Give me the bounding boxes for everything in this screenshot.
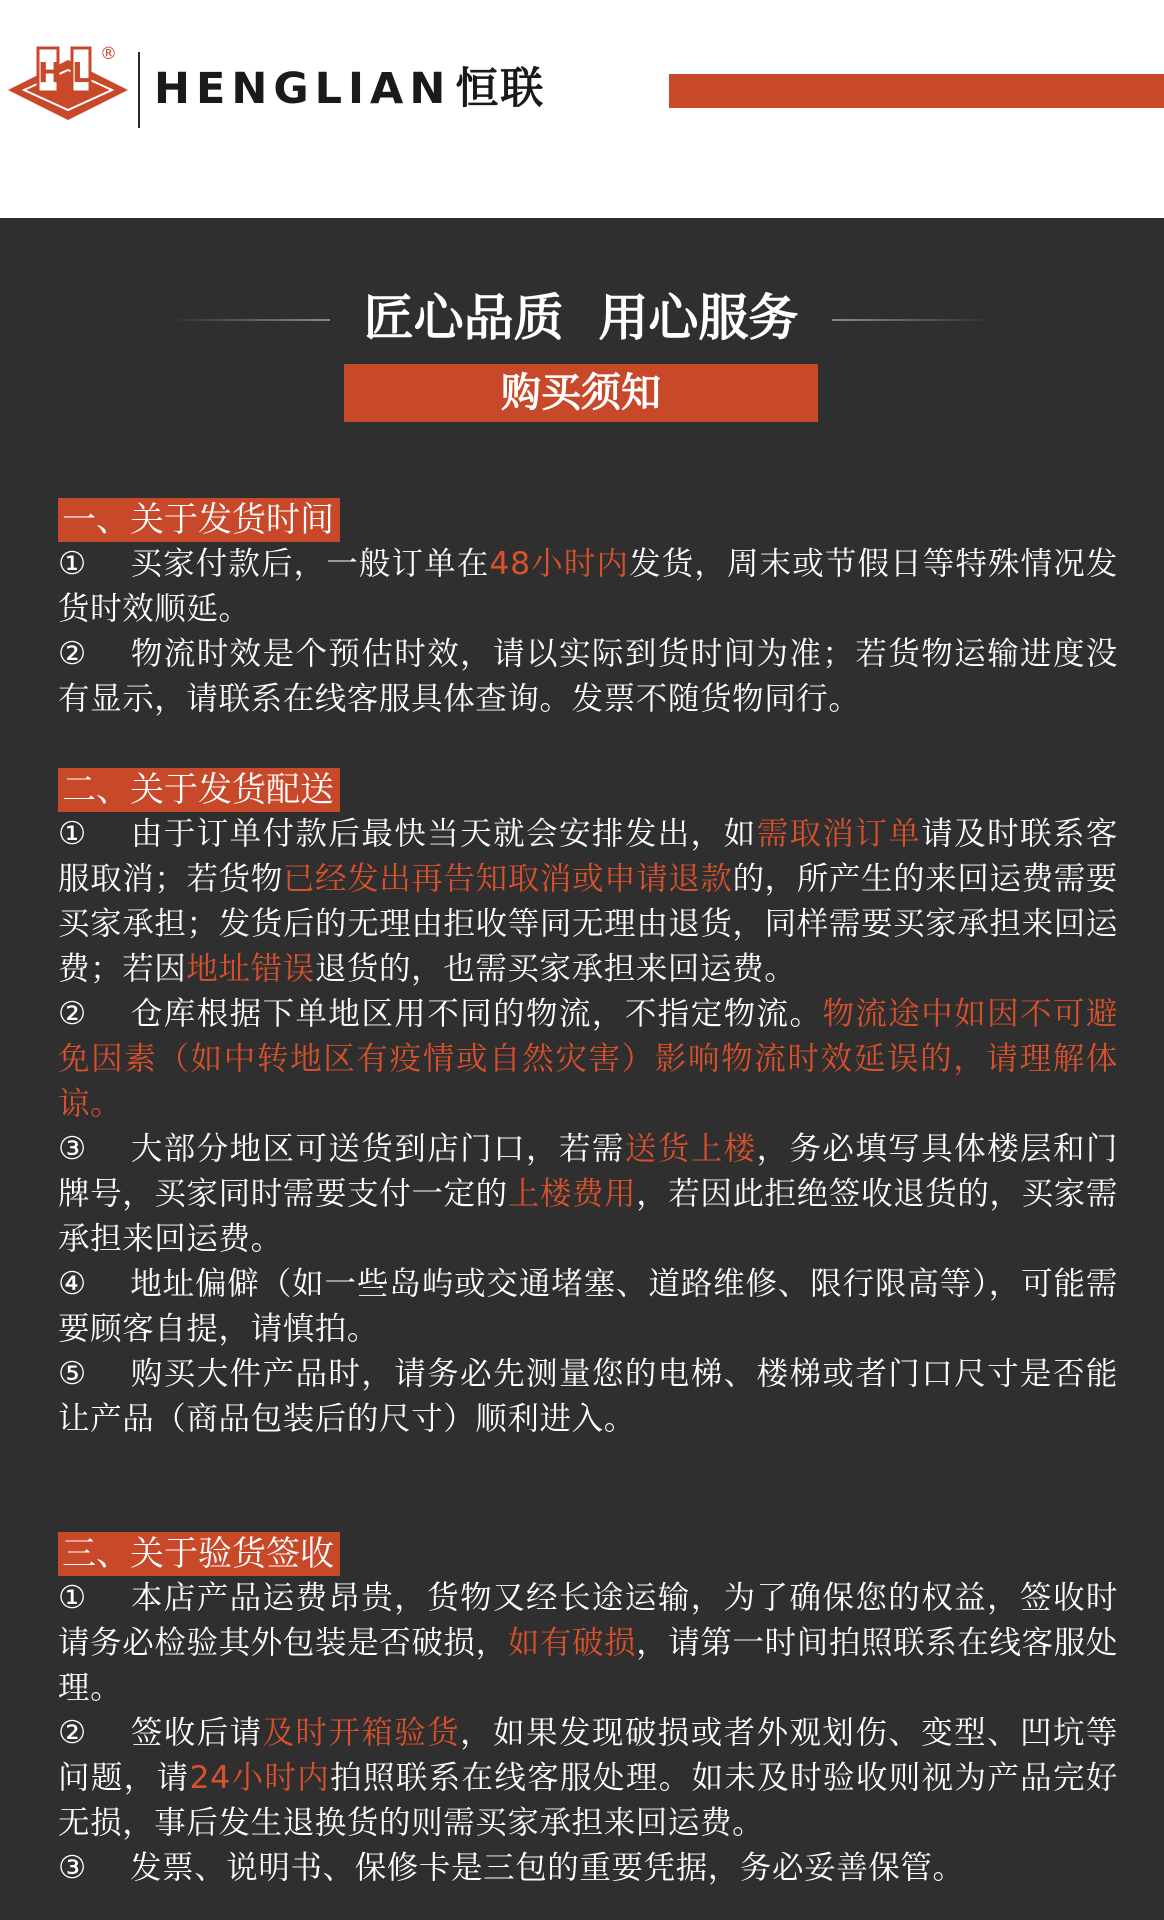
registered-mark: ®: [100, 44, 117, 64]
notice-item: [58, 1846, 1118, 1891]
slogan-title: 匠心品质 用心服务: [363, 289, 799, 347]
item-text: 仓库根据下单地区用不同的物流，不指定物流。: [130, 996, 823, 1032]
item-number: ⑤: [58, 1356, 87, 1392]
section-items: [58, 1576, 1118, 1891]
svg-text:H.L: H.L: [38, 56, 90, 89]
item-number: ①: [58, 546, 87, 582]
notice-item: [58, 992, 1118, 1127]
highlight-text: 已经发出再告知取消或申请退款: [282, 861, 733, 897]
item-text: 发票、说明书、保修卡是三包的重要凭据，务必妥善保管。: [130, 1850, 965, 1886]
brand-accent-bar: [669, 74, 1164, 108]
section-shipping-time: [58, 498, 1118, 722]
item-text: 退货的，也需买家承担来回运费。: [314, 951, 797, 987]
item-text: 的，所产生的来回运费需要买家承担；发货后的无理由拒收等同无理由退货，同样需要买家承担来回运费；若因: [58, 861, 1118, 987]
highlight-text: 送货上楼: [624, 1131, 757, 1167]
brand-name-cn: 恒联: [455, 64, 546, 114]
notice-item: [58, 542, 1118, 632]
item-text: 买家付款后，一般订单在: [130, 546, 490, 582]
item-number: ①: [58, 816, 87, 852]
section-items: [58, 812, 1118, 1442]
slogan-divider-right: [832, 319, 994, 321]
slogan-divider-left: [168, 319, 330, 321]
section-heading: 二、关于发货配送: [58, 768, 340, 812]
item-text: 大部分地区可送货到店门口，若需: [130, 1131, 625, 1167]
item-number: ③: [58, 1850, 87, 1886]
item-text: 购买大件产品时，请务必先测量您的电梯、楼梯或者门口尺寸是否能让产品（商品包装后的尺寸）顺利进入。: [58, 1356, 1118, 1437]
item-text: 拍照联系在线客服处理。如未及时验收则视为产品完好无损，事后发生退换货的则需买家承担来回运费。: [58, 1760, 1119, 1841]
item-text: 地址偏僻（如一些岛屿或交通堵塞、道路维修、限行限高等），可能需要顾客自提，请慎拍。: [58, 1266, 1118, 1347]
brand-name-en: HENGLIAN: [154, 64, 452, 114]
section-delivery: [58, 768, 1118, 1442]
notice-item: [58, 812, 1118, 992]
item-text: 请及时联系客服取消；若货物: [58, 816, 1118, 897]
item-text: ，务必填写具体楼层和门牌号，买家同时需要支付一定的: [58, 1131, 1118, 1212]
notice-badge: 购买须知: [344, 364, 818, 422]
purchase-notice-panel: [0, 218, 1164, 1920]
highlight-text: 48小时内: [489, 546, 630, 582]
section-inspection: [58, 1532, 1118, 1891]
item-number: ④: [58, 1266, 87, 1302]
item-number: ①: [58, 1580, 87, 1616]
highlight-text: 物流途中如因不可避免因素（如中转地区有疫情或自然灾害）影响物流时效延误的，请理解体谅。: [58, 996, 1119, 1122]
highlight-text: 及时开箱验货: [262, 1715, 461, 1751]
highlight-text: 如有破损: [507, 1625, 637, 1661]
section-heading: 一、关于发货时间: [58, 498, 340, 542]
notice-item: [58, 632, 1118, 722]
item-text: 本店产品运费昂贵，货物又经长途运输，为了确保您的权益，签收时请务必检验其外包装是否破损，: [58, 1580, 1118, 1661]
highlight-text: 需取消订单: [756, 816, 922, 852]
item-text: 签收后请: [130, 1715, 263, 1751]
section-items: [58, 542, 1118, 722]
item-number: ②: [58, 1715, 87, 1751]
item-text: ，如果发现破损或者外观划伤、变型、凹坑等问题，请: [58, 1715, 1118, 1796]
logo-divider: [138, 52, 140, 128]
item-text: 发货，周末或节假日等特殊情况发货时效顺延。: [58, 546, 1118, 627]
notice-item: [58, 1262, 1118, 1352]
notice-item: [58, 1711, 1118, 1846]
notice-item: [58, 1576, 1118, 1711]
highlight-text: 地址错误: [186, 951, 315, 987]
item-text: ，请第一时间拍照联系在线客服处理。: [58, 1625, 1118, 1706]
item-text: 物流时效是个预估时效，请以实际到货时间为准；若货物运输进度没有显示，请联系在线客服具体查询。发票不随货物同行。: [58, 636, 1118, 717]
item-number: ②: [58, 996, 87, 1032]
item-text: 由于订单付款后最快当天就会安排发出，如: [130, 816, 757, 852]
item-number: ②: [58, 636, 87, 672]
highlight-text: 上楼费用: [507, 1176, 637, 1212]
item-text: ，若因此拒绝签收退货的，买家需承担来回运费。: [58, 1176, 1118, 1257]
notice-item: [58, 1127, 1118, 1262]
highlight-text: 24小时内: [189, 1760, 331, 1796]
item-number: ③: [58, 1131, 87, 1167]
brand-name: [154, 64, 545, 114]
page-header: [0, 0, 1164, 218]
section-heading: 三、关于验货签收: [58, 1532, 340, 1576]
notice-item: [58, 1352, 1118, 1442]
